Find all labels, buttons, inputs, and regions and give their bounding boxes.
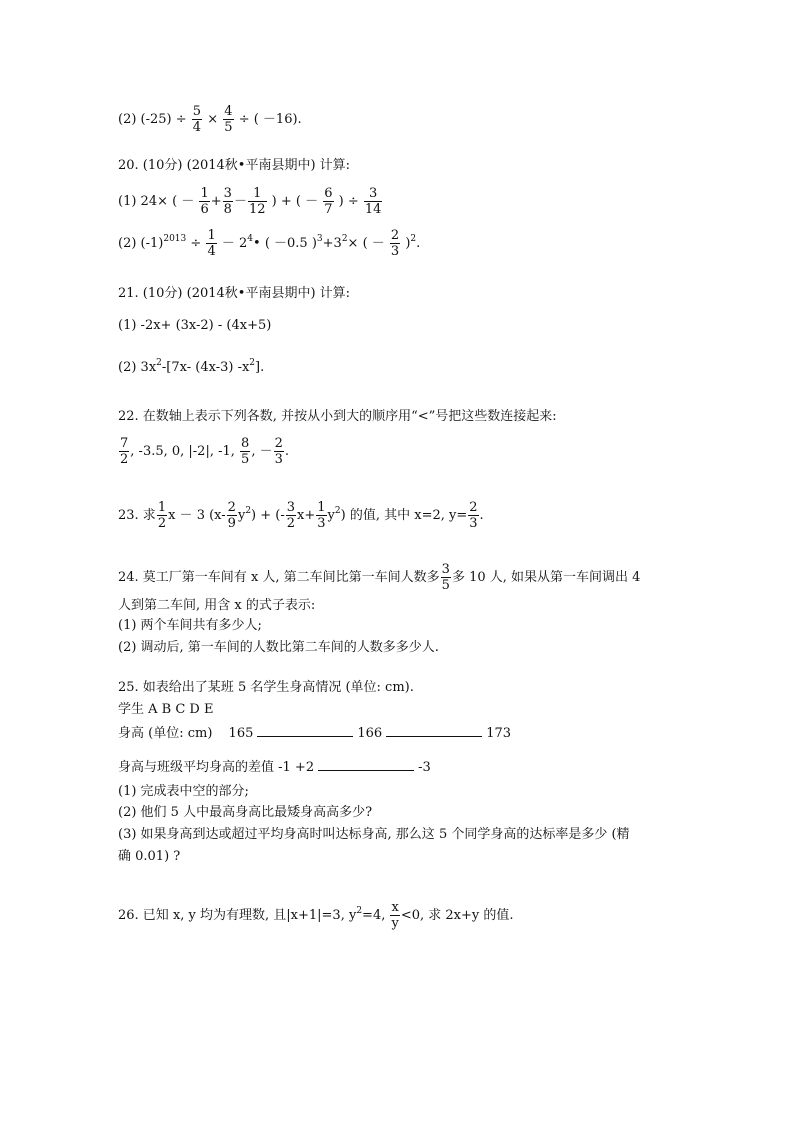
q20-p2-mid4: × ( － (347, 236, 385, 251)
fraction (274, 436, 284, 467)
denominator: 5 (241, 452, 250, 467)
q22-numbers (118, 436, 289, 467)
q21-header: 21. (10分) (2014秋•平南县期中) 计算: (118, 286, 351, 301)
q21-p2-prefix: (2) 3x (118, 360, 157, 375)
fraction (441, 562, 451, 593)
fraction (364, 186, 383, 217)
q25-sub1: (1) 完成表中空的部分; (118, 784, 249, 799)
numerator: 5 (192, 104, 202, 119)
fraction (199, 186, 209, 217)
q25-sub3b: 确 0.01) ? (118, 849, 181, 864)
exponent: 2013 (163, 234, 187, 244)
numerator: 3 (441, 562, 450, 577)
q24-line1 (118, 562, 640, 593)
q26-text (118, 900, 514, 931)
numerator: 7 (120, 436, 129, 451)
q20-p1-prefix: (1) 24× ( － (118, 194, 195, 209)
denominator: 4 (192, 120, 202, 135)
q20-header: 20. (10分) (2014秋•平南县期中) 计算: (118, 158, 351, 173)
denominator: 2 (286, 516, 296, 531)
fraction (468, 500, 478, 531)
q23-text (118, 500, 484, 531)
q21-p2-mid: -[7x- (4x-3) -x (161, 360, 250, 375)
fraction (192, 104, 202, 135)
q22-list-mid2: , － (251, 444, 273, 459)
fraction (206, 228, 216, 259)
exponent: 2 (334, 506, 341, 516)
q22-text: 22. 在数轴上表示下列各数, 并按从小到大的顺序用“<”号把这些数连接起来: (118, 409, 557, 424)
fraction (316, 500, 326, 531)
numerator: 4 (224, 104, 233, 119)
numerator: 2 (227, 500, 236, 515)
denominator: 3 (274, 452, 283, 467)
denominator: 6 (200, 202, 209, 217)
period: . (416, 236, 421, 251)
numerator: 2 (469, 500, 478, 515)
denominator: y (391, 916, 399, 931)
period: . (284, 444, 290, 459)
q20-part2 (118, 228, 420, 259)
q20-p2-mid: － 2 (221, 236, 248, 251)
denominator: 5 (224, 120, 233, 135)
numerator: 1 (253, 186, 262, 201)
numerator: 3 (286, 500, 296, 515)
q20-p2-mid2: • ( －0.5 ) (253, 236, 317, 251)
denominator: 4 (207, 244, 216, 259)
q23-mid5: y (327, 508, 335, 523)
q21-p2-end: ]. (255, 360, 265, 375)
exponent: 4 (247, 234, 254, 244)
q25-sub3: (3) 如果身高到达或超过平均身高时叫达标身高, 那么这 5 个同学身高的达标率是多少 (精 (118, 827, 630, 842)
q25-header: 25. 如表给出了某班 5 名学生身高情况 (单位: cm). (118, 680, 414, 695)
fraction (157, 500, 167, 531)
period: . (479, 508, 484, 523)
numerator: 1 (317, 500, 326, 515)
exponent: 2 (249, 358, 256, 368)
q24-line2: 人到第二车间, 用含 x 的式子表示: (118, 598, 316, 613)
fraction (323, 186, 333, 217)
q26-prefix: 26. 已知 x, y 均为有理数, 且|x+1|=3, y (118, 908, 357, 923)
denominator: 12 (248, 202, 266, 217)
denominator: 7 (324, 202, 333, 217)
q20-p1-mid2: ) ÷ (338, 194, 359, 209)
answer-blank[interactable] (386, 724, 482, 737)
height-value: 165 (228, 726, 254, 741)
q19-prefix: (2) (-25) ÷ (118, 112, 187, 127)
exponent: 2 (341, 234, 348, 244)
numerator: 1 (200, 186, 209, 201)
diff-value: -3 (418, 760, 431, 775)
q20-p1-mid: ) + ( － (271, 194, 319, 209)
q23-mid4: x+ (297, 508, 316, 523)
plus-sign: + (210, 194, 222, 209)
exponent: 2 (245, 506, 252, 516)
q24-suffix: 多 10 人, 如果从第一车间调出 4 (451, 570, 641, 585)
numerator: 3 (223, 186, 232, 201)
numerator: 8 (241, 436, 250, 451)
denominator: 5 (441, 578, 450, 593)
denominator: 3 (390, 244, 400, 259)
q23-prefix: 23. 求 (118, 508, 156, 523)
exponent: 2 (410, 234, 417, 244)
q25-row-height (118, 724, 511, 742)
q25-row-diff (118, 758, 431, 776)
fraction (240, 436, 250, 467)
q20-part1 (118, 186, 383, 217)
q25-row-students: 学生 A B C D E (118, 702, 214, 717)
numerator: 1 (207, 228, 216, 243)
denominator: 3 (317, 516, 326, 531)
exponent: 2 (156, 358, 162, 368)
numerator: 3 (369, 186, 378, 201)
numerator: 6 (324, 186, 333, 201)
denominator: 2 (120, 452, 129, 467)
q21-part1: (1) -2x+ (3x-2) - (4x+5) (118, 318, 272, 333)
denominator: 8 (223, 202, 232, 217)
numerator: 2 (274, 436, 283, 451)
q23-mid2: y (237, 508, 246, 523)
numerator: 2 (390, 228, 400, 243)
q20-p2-prefix: (2) (-1) (118, 236, 164, 251)
row-label: 身高 (单位: cm) (118, 726, 213, 741)
height-value: 173 (486, 726, 512, 741)
q21-part2 (118, 360, 264, 376)
exponent: 2 (356, 906, 363, 916)
fraction (390, 228, 400, 259)
height-value: 166 (357, 726, 383, 741)
q23-mid3: ) + (- (251, 508, 285, 523)
divide-sign: ÷ (190, 236, 202, 251)
q26-mid: =4, (362, 908, 386, 923)
fraction (286, 500, 296, 531)
numerator: x (391, 900, 399, 915)
denominator: 2 (157, 516, 167, 531)
fraction (227, 500, 237, 531)
fraction (119, 436, 129, 467)
q24-sub2: (2) 调动后, 第一车间的人数比第二车间的人数多多少人. (118, 640, 439, 655)
q26-end: <0, 求 2x+y 的值. (400, 908, 514, 923)
answer-blank[interactable] (318, 758, 414, 771)
q25-sub2: (2) 他们 5 人中最高身高比最矮身高高多少? (118, 805, 373, 820)
q20-p2-mid3: +3 (322, 236, 342, 251)
denominator: 14 (364, 202, 382, 217)
row-label: 身高与班级平均身高的差值 -1 +2 (118, 760, 315, 775)
q23-mid1: x － 3 (x- (168, 508, 226, 523)
fraction (390, 900, 399, 931)
denominator: 3 (469, 516, 478, 531)
exponent: 3 (316, 234, 323, 244)
fraction (223, 186, 233, 217)
minus-sign: － (233, 194, 247, 209)
q19-suffix: ÷ ( －16). (238, 112, 302, 127)
q22-list-mid: , -3.5, 0, |-2|, -1, (130, 444, 235, 459)
times-sign: × (207, 112, 219, 127)
denominator: 9 (227, 516, 236, 531)
q24-sub1: (1) 两个车间共有多少人; (118, 618, 262, 633)
fraction (223, 104, 233, 135)
q23-mid6: ) 的值, 其中 x=2, y= (340, 508, 468, 523)
q19-part2 (118, 104, 302, 135)
q20-p2-end: ) (405, 236, 411, 251)
answer-blank[interactable] (257, 724, 353, 737)
fraction (248, 186, 267, 217)
q24-prefix: 24. 莫工厂第一车间有 x 人, 第二车间比第一车间人数多 (118, 570, 440, 585)
numerator: 1 (157, 500, 167, 515)
